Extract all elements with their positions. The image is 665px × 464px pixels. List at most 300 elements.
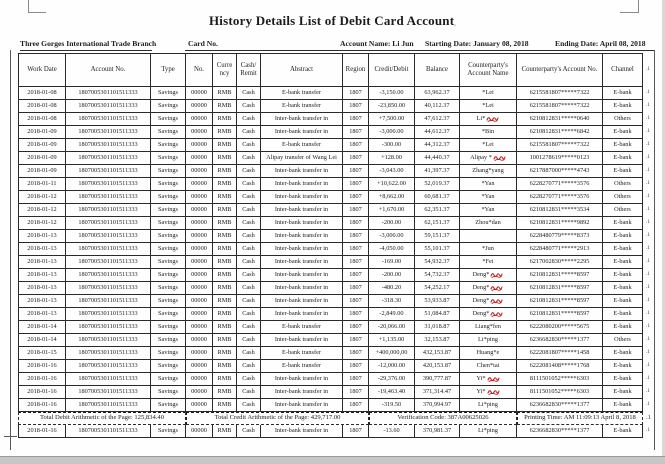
cell-no: 00000 xyxy=(186,113,213,126)
cell-type: Savings xyxy=(151,152,186,165)
cell-channel: E-bank xyxy=(603,321,643,334)
cell-channel: E-bank xyxy=(603,100,643,113)
cell-type: Savings xyxy=(151,425,186,438)
cell-channel: E-bank xyxy=(603,126,643,139)
cell-account_no: 1807005301101511333 xyxy=(66,243,151,256)
cell-region: 1807 xyxy=(343,152,369,165)
cell-abstract: E-bank transfer xyxy=(261,321,343,334)
counterparty-name-text: *Jun xyxy=(482,244,494,252)
cell-account_no: 1807005301101511333 xyxy=(66,321,151,334)
transaction-row xyxy=(18,113,659,126)
cell-region: 1807 xyxy=(343,373,369,386)
counterparty-name-text: Deng* xyxy=(472,283,490,291)
counterparty-name-text: Deng* xyxy=(472,270,490,278)
cell-work_date: 2018-01-16 xyxy=(18,386,66,399)
cell-type: Savings xyxy=(151,113,186,126)
transactions-table xyxy=(18,53,659,438)
transaction-row xyxy=(18,152,659,165)
cell-type: Savings xyxy=(151,126,186,139)
cell-credit_debit: -29,376.00 xyxy=(369,373,415,386)
cell-no: 00000 xyxy=(186,217,213,230)
cell-credit_debit: -3,150.00 xyxy=(369,87,415,100)
cell-counterparty_name xyxy=(460,269,517,282)
cell-cash_remit: Cash xyxy=(237,295,261,308)
cell-abstract: E-bank transfer xyxy=(261,347,343,360)
transaction-row xyxy=(18,269,659,282)
cell-account_no: 1807005301101511333 xyxy=(66,178,151,191)
cell-channel: E-bank xyxy=(603,217,643,230)
cell-cash_remit: Cash xyxy=(237,308,261,321)
counterparty-name-text: Chen*tai xyxy=(476,361,500,369)
header-row xyxy=(18,53,659,87)
cell-cash_remit: Cash xyxy=(237,139,261,152)
cell-no: 00000 xyxy=(186,243,213,256)
cell-account_no: 1807005301101511333 xyxy=(66,256,151,269)
cell-counterparty_account: 6210812831*****8597 xyxy=(517,295,603,308)
cell-currency: RMB xyxy=(213,152,237,165)
cell-work_date: 2018-01-16 xyxy=(18,360,66,373)
cell-no: 00000 xyxy=(186,191,213,204)
cell-credit_debit: -3,000.00 xyxy=(369,126,415,139)
cell-abstract: Inter-bank transfer in xyxy=(261,217,343,230)
cell-work_date: 2018-01-13 xyxy=(18,308,66,321)
cell-abstract: Inter-bank transfer in xyxy=(261,126,343,139)
cell-counterparty_name xyxy=(460,425,517,438)
cell-region: 1807 xyxy=(343,282,369,295)
totals-verification: Verification Code: 387A00625026 xyxy=(369,412,517,425)
row-end-mark: .1 xyxy=(646,66,650,72)
cell-counterparty_account: 6217002830*****2295 xyxy=(517,256,603,269)
cell-counterparty_account: 1001278619*****0123 xyxy=(517,152,603,165)
cell-credit_debit: -318.30 xyxy=(369,295,415,308)
cell-counterparty_name xyxy=(460,386,517,399)
cell-region: 1807 xyxy=(343,308,369,321)
cell-counterparty_account: 8111501052*****6303 xyxy=(517,373,603,386)
cell-work_date: 2018-01-11 xyxy=(18,178,66,191)
cell-balance: 370,994.97 xyxy=(415,399,460,412)
cell-work_date: 2018-01-13 xyxy=(18,295,66,308)
account-info-bar xyxy=(10,39,654,51)
cell-region: 1807 xyxy=(343,126,369,139)
cell-cash_remit: Cash xyxy=(237,100,261,113)
cell-region: 1807 xyxy=(343,100,369,113)
column-header-channel: Channel xyxy=(603,53,643,87)
cell-credit_debit: -319.50 xyxy=(369,399,415,412)
cell-channel: E-bank xyxy=(603,399,643,412)
cell-counterparty_account: 6215581807*****7322 xyxy=(517,87,603,100)
cell-currency: RMB xyxy=(213,425,237,438)
cell-counterparty_name xyxy=(460,113,517,126)
cell-no: 00000 xyxy=(186,399,213,412)
cell-balance: 52,019.37 xyxy=(415,178,460,191)
cell-counterparty_account: 6217887000*****4743 xyxy=(517,165,603,178)
cell-region: 1807 xyxy=(343,178,369,191)
cell-currency: RMB xyxy=(213,295,237,308)
cell-no: 00000 xyxy=(186,373,213,386)
cell-cash_remit: Cash xyxy=(237,399,261,412)
cell-account_no: 1807005301101511333 xyxy=(66,269,151,282)
cell-credit_debit: -169.00 xyxy=(369,256,415,269)
cell-type: Savings xyxy=(151,217,186,230)
cell-counterparty_name xyxy=(460,178,517,191)
cell-balance: 59,151.37 xyxy=(415,230,460,243)
cell-abstract: E-bank transfer xyxy=(261,87,343,100)
transaction-row xyxy=(18,217,659,230)
cell-cash_remit: Cash xyxy=(237,425,261,438)
counterparty-name-text: Li*ping xyxy=(478,426,498,434)
row-end-mark: .1 xyxy=(646,389,650,395)
cell-no: 00000 xyxy=(186,139,213,152)
cell-credit_debit: +10,622.00 xyxy=(369,178,415,191)
column-header-counterparty_name: Counterparty's Account Name xyxy=(460,53,517,87)
cell-work_date: 2018-01-09 xyxy=(18,165,66,178)
cell-type: Savings xyxy=(151,269,186,282)
cell-currency: RMB xyxy=(213,256,237,269)
transaction-row xyxy=(18,399,659,412)
cell-no: 00000 xyxy=(186,321,213,334)
column-header-counterparty_account: Counterparty's Account No. xyxy=(517,53,603,87)
counterparty-name-text: Liang*fen xyxy=(475,322,501,330)
cell-abstract: Inter-bank transfer in xyxy=(261,282,343,295)
counterparty-name-text: Li* xyxy=(476,114,486,122)
transaction-row xyxy=(18,243,659,256)
cell-abstract: Inter-bank transfer in xyxy=(261,295,343,308)
cell-currency: RMB xyxy=(213,321,237,334)
cell-type: Savings xyxy=(151,399,186,412)
cell-currency: RMB xyxy=(213,165,237,178)
cell-credit_debit: -23,850.00 xyxy=(369,100,415,113)
cell-channel: E-bank xyxy=(603,425,643,438)
cell-abstract: Alipay transfer of Wang Lei xyxy=(261,152,343,165)
cell-account_no: 1807005301101511333 xyxy=(66,230,151,243)
cell-type: Savings xyxy=(151,165,186,178)
cell-account_no: 1807005301101511333 xyxy=(66,295,151,308)
transaction-row xyxy=(18,425,659,438)
cell-abstract: Inter-bank transfer in xyxy=(261,373,343,386)
row-end-mark: .1 xyxy=(646,246,650,252)
cell-currency: RMB xyxy=(213,191,237,204)
counterparty-name-text: Deng* xyxy=(472,296,490,304)
cell-abstract: Inter-bank transfer in xyxy=(261,425,343,438)
cell-credit_debit: -3,000.00 xyxy=(369,230,415,243)
cell-channel: E-bank xyxy=(603,87,643,100)
cell-abstract: Inter-bank transfer in xyxy=(261,113,343,126)
cell-type: Savings xyxy=(151,191,186,204)
cell-credit_debit: -300.00 xyxy=(369,139,415,152)
cell-counterparty_name xyxy=(460,321,517,334)
cell-counterparty_account: 6210812831*****0640 xyxy=(517,113,603,126)
ending-date: Ending Date: April 08, 2018 xyxy=(555,39,646,48)
cell-counterparty_name xyxy=(460,165,517,178)
cell-balance: 40,112.37 xyxy=(415,100,460,113)
cell-counterparty_account: 6210812831*****8597 xyxy=(517,308,603,321)
cell-no: 00000 xyxy=(186,360,213,373)
cell-cash_remit: Cash xyxy=(237,243,261,256)
row-end-mark: .1 xyxy=(646,350,650,356)
cell-work_date: 2018-01-16 xyxy=(18,425,66,438)
cell-currency: RMB xyxy=(213,100,237,113)
transaction-row xyxy=(18,256,659,269)
row-end-mark: .1 xyxy=(646,285,650,291)
cell-type: Savings xyxy=(151,100,186,113)
cell-balance: 54,932.37 xyxy=(415,256,460,269)
cell-abstract: Inter-bank transfer in xyxy=(261,399,343,412)
cell-counterparty_name xyxy=(460,243,517,256)
cell-work_date: 2018-01-13 xyxy=(18,282,66,295)
transaction-row xyxy=(18,373,659,386)
cell-channel: E-bank xyxy=(603,373,643,386)
cell-region: 1807 xyxy=(343,256,369,269)
row-end-mark: .1 xyxy=(646,337,650,343)
cell-counterparty_name xyxy=(460,191,517,204)
column-header-type: Type xyxy=(151,53,186,87)
cell-counterparty_account: 6222080200*****5675 xyxy=(517,321,603,334)
cell-balance: 63,962.37 xyxy=(415,87,460,100)
cell-counterparty_name xyxy=(460,282,517,295)
cell-work_date: 2018-01-12 xyxy=(18,191,66,204)
row-end-mark: .1 xyxy=(646,272,650,278)
cell-counterparty_account: 6215581807*****7322 xyxy=(517,139,603,152)
counterparty-name-text: *Fei xyxy=(482,257,494,265)
cell-type: Savings xyxy=(151,334,186,347)
row-end-mark: .1 xyxy=(646,311,650,317)
cell-region: 1807 xyxy=(343,113,369,126)
cell-balance: 53,933.87 xyxy=(415,295,460,308)
cell-credit_debit: +8,662.00 xyxy=(369,191,415,204)
cell-channel: E-bank xyxy=(603,386,643,399)
cell-counterparty_name xyxy=(460,295,517,308)
counterparty-name-text: Alipay * xyxy=(470,153,492,161)
cell-work_date: 2018-01-13 xyxy=(18,256,66,269)
cell-balance: 44,440.37 xyxy=(415,152,460,165)
cell-no: 00000 xyxy=(186,282,213,295)
cell-balance: 390,777.87 xyxy=(415,373,460,386)
starting-date: Starting Date: January 08, 2018 xyxy=(425,39,529,48)
cell-balance: 44,612.37 xyxy=(415,126,460,139)
cell-region: 1807 xyxy=(343,243,369,256)
transaction-row xyxy=(18,126,659,139)
cell-region: 1807 xyxy=(343,139,369,152)
cell-channel: E-bank xyxy=(603,308,643,321)
red-scribble-icon xyxy=(487,375,500,383)
cell-currency: RMB xyxy=(213,204,237,217)
cell-counterparty_name xyxy=(460,87,517,100)
cell-credit_debit: -2,849.00 xyxy=(369,308,415,321)
page-title xyxy=(0,13,665,29)
cell-currency: RMB xyxy=(213,139,237,152)
cell-work_date: 2018-01-15 xyxy=(18,347,66,360)
cell-account_no: 1807005301101511333 xyxy=(66,399,151,412)
cell-type: Savings xyxy=(151,256,186,269)
transaction-row xyxy=(18,191,659,204)
cell-region: 1807 xyxy=(343,386,369,399)
cell-work_date: 2018-01-08 xyxy=(18,113,66,126)
account-name: Account Name: Li Jun xyxy=(340,39,414,48)
cell-currency: RMB xyxy=(213,334,237,347)
cell-no: 00000 xyxy=(186,230,213,243)
cell-type: Savings xyxy=(151,139,186,152)
counterparty-name-text: *Yan xyxy=(481,205,495,213)
cell-account_no: 1807005301101511333 xyxy=(66,126,151,139)
cell-balance: 47,612.37 xyxy=(415,113,460,126)
cell-abstract: Inter-bank transfer in xyxy=(261,386,343,399)
cell-channel: E-bank xyxy=(603,139,643,152)
cell-counterparty_account: 6228480779*****8373 xyxy=(517,230,603,243)
cell-no: 00000 xyxy=(186,165,213,178)
cell-no: 00000 xyxy=(186,347,213,360)
totals-credit: Total Credit Arithmetic of the Page: 429,717.00 xyxy=(186,412,369,425)
cell-cash_remit: Cash xyxy=(237,165,261,178)
cell-account_no: 1807005301101511333 xyxy=(66,100,151,113)
cell-counterparty_account: 6228480771*****2913 xyxy=(517,243,603,256)
cell-work_date: 2018-01-16 xyxy=(18,399,66,412)
transaction-row xyxy=(18,100,659,113)
cell-cash_remit: Cash xyxy=(237,87,261,100)
cell-balance: 62,151.37 xyxy=(415,217,460,230)
cell-no: 00000 xyxy=(186,152,213,165)
cell-currency: RMB xyxy=(213,347,237,360)
cell-balance: 41,397.37 xyxy=(415,165,460,178)
cell-cash_remit: Cash xyxy=(237,373,261,386)
cell-cash_remit: Cash xyxy=(237,204,261,217)
cell-balance: 420,153.87 xyxy=(415,360,460,373)
cell-counterparty_account: 6210812831*****9892 xyxy=(517,217,603,230)
cell-no: 00000 xyxy=(186,295,213,308)
cell-credit_debit: -19,463.40 xyxy=(369,386,415,399)
row-end-mark: .1 xyxy=(646,103,650,109)
cell-counterparty_name xyxy=(460,373,517,386)
cell-currency: RMB xyxy=(213,230,237,243)
cell-account_no: 1807005301101511333 xyxy=(66,191,151,204)
cell-credit_debit: +1,670.00 xyxy=(369,204,415,217)
cell-account_no: 1807005301101511333 xyxy=(66,425,151,438)
cell-currency: RMB xyxy=(213,308,237,321)
red-scribble-icon xyxy=(490,271,503,279)
cell-channel: E-bank xyxy=(603,269,643,282)
column-header-no: No. xyxy=(186,53,213,87)
row-end-mark: .1 xyxy=(646,428,650,434)
cell-balance: 55,101.37 xyxy=(415,243,460,256)
cell-region: 1807 xyxy=(343,347,369,360)
cell-cash_remit: Cash xyxy=(237,386,261,399)
cell-balance: 371,314.47 xyxy=(415,386,460,399)
cell-work_date: 2018-01-08 xyxy=(18,100,66,113)
transaction-row xyxy=(18,308,659,321)
cell-work_date: 2018-01-13 xyxy=(18,243,66,256)
cell-type: Savings xyxy=(151,295,186,308)
cell-cash_remit: Cash xyxy=(237,256,261,269)
cell-counterparty_account: 6228270771*****3576 xyxy=(517,191,603,204)
cell-account_no: 1807005301101511333 xyxy=(66,139,151,152)
cell-abstract: Inter-bank transfer in xyxy=(261,243,343,256)
cell-work_date: 2018-01-12 xyxy=(18,217,66,230)
page-bottom-stub xyxy=(4,436,17,437)
row-end-mark: .1 xyxy=(646,363,650,369)
column-header-abstract: Abstract xyxy=(261,53,343,87)
cell-account_no: 1807005301101511333 xyxy=(66,334,151,347)
cell-counterparty_name xyxy=(460,204,517,217)
cell-abstract: Inter-bank transfer in xyxy=(261,178,343,191)
cell-currency: RMB xyxy=(213,399,237,412)
red-scribble-icon xyxy=(493,154,506,162)
cell-no: 00000 xyxy=(186,204,213,217)
info-right-segment xyxy=(185,39,654,51)
cell-abstract: Inter-bank transfer in xyxy=(261,204,343,217)
column-header-balance: Balance xyxy=(415,53,460,87)
counterparty-name-text: Yi* xyxy=(476,387,486,395)
cell-counterparty_account: 6236682830*****1377 xyxy=(517,425,603,438)
cell-currency: RMB xyxy=(213,360,237,373)
cell-channel: Others xyxy=(603,178,643,191)
counterparty-name-text: Yi* xyxy=(476,374,486,382)
transaction-row xyxy=(18,386,659,399)
cell-cash_remit: Cash xyxy=(237,178,261,191)
cell-cash_remit: Cash xyxy=(237,269,261,282)
cell-credit_debit: +7,500.00 xyxy=(369,113,415,126)
transaction-row xyxy=(18,230,659,243)
cell-work_date: 2018-01-09 xyxy=(18,126,66,139)
cell-balance: 54,252.17 xyxy=(415,282,460,295)
cell-work_date: 2018-01-13 xyxy=(18,269,66,282)
cell-counterparty_name xyxy=(460,152,517,165)
transaction-row xyxy=(18,139,659,152)
cell-counterparty_account: 6210812831*****8597 xyxy=(517,269,603,282)
cell-currency: RMB xyxy=(213,126,237,139)
row-end-mark: .1 xyxy=(646,155,650,161)
cell-type: Savings xyxy=(151,373,186,386)
cell-no: 00000 xyxy=(186,256,213,269)
table-body xyxy=(18,87,659,438)
cell-type: Savings xyxy=(151,87,186,100)
cell-abstract: E-bank transfer xyxy=(261,100,343,113)
cell-account_no: 1807005301101511333 xyxy=(66,87,151,100)
row-end-mark: .1 xyxy=(646,116,650,122)
cell-currency: RMB xyxy=(213,373,237,386)
cell-type: Savings xyxy=(151,308,186,321)
cell-no: 00000 xyxy=(186,178,213,191)
cell-credit_debit: +1,135.00 xyxy=(369,334,415,347)
cell-counterparty_account: 8111501052*****6303 xyxy=(517,386,603,399)
row-end-mark: .1 xyxy=(646,207,650,213)
cell-type: Savings xyxy=(151,321,186,334)
cell-no: 00000 xyxy=(186,100,213,113)
cell-no: 00000 xyxy=(186,269,213,282)
cell-counterparty_name xyxy=(460,334,517,347)
red-scribble-icon xyxy=(490,310,503,318)
cell-type: Savings xyxy=(151,230,186,243)
cell-credit_debit: +128.00 xyxy=(369,152,415,165)
cell-channel: Others xyxy=(603,334,643,347)
cell-cash_remit: Cash xyxy=(237,282,261,295)
cell-counterparty_name xyxy=(460,308,517,321)
cell-cash_remit: Cash xyxy=(237,126,261,139)
column-header-work_date: Work Date xyxy=(18,53,66,87)
cell-credit_debit: -480.20 xyxy=(369,282,415,295)
cell-currency: RMB xyxy=(213,269,237,282)
column-header-account_no: Account No. xyxy=(66,53,151,87)
cell-no: 00000 xyxy=(186,386,213,399)
column-header-credit_debit: Credit/Debit xyxy=(369,53,415,87)
cell-currency: RMB xyxy=(213,243,237,256)
cell-currency: RMB xyxy=(213,87,237,100)
page-totals-row xyxy=(18,412,659,425)
cell-counterparty_account: 6210812831*****6842 xyxy=(517,126,603,139)
cell-cash_remit: Cash xyxy=(237,347,261,360)
cell-abstract: Inter-bank transfer in xyxy=(261,256,343,269)
cell-counterparty_name xyxy=(460,100,517,113)
cell-account_no: 1807005301101511333 xyxy=(66,347,151,360)
transaction-row xyxy=(18,321,659,334)
